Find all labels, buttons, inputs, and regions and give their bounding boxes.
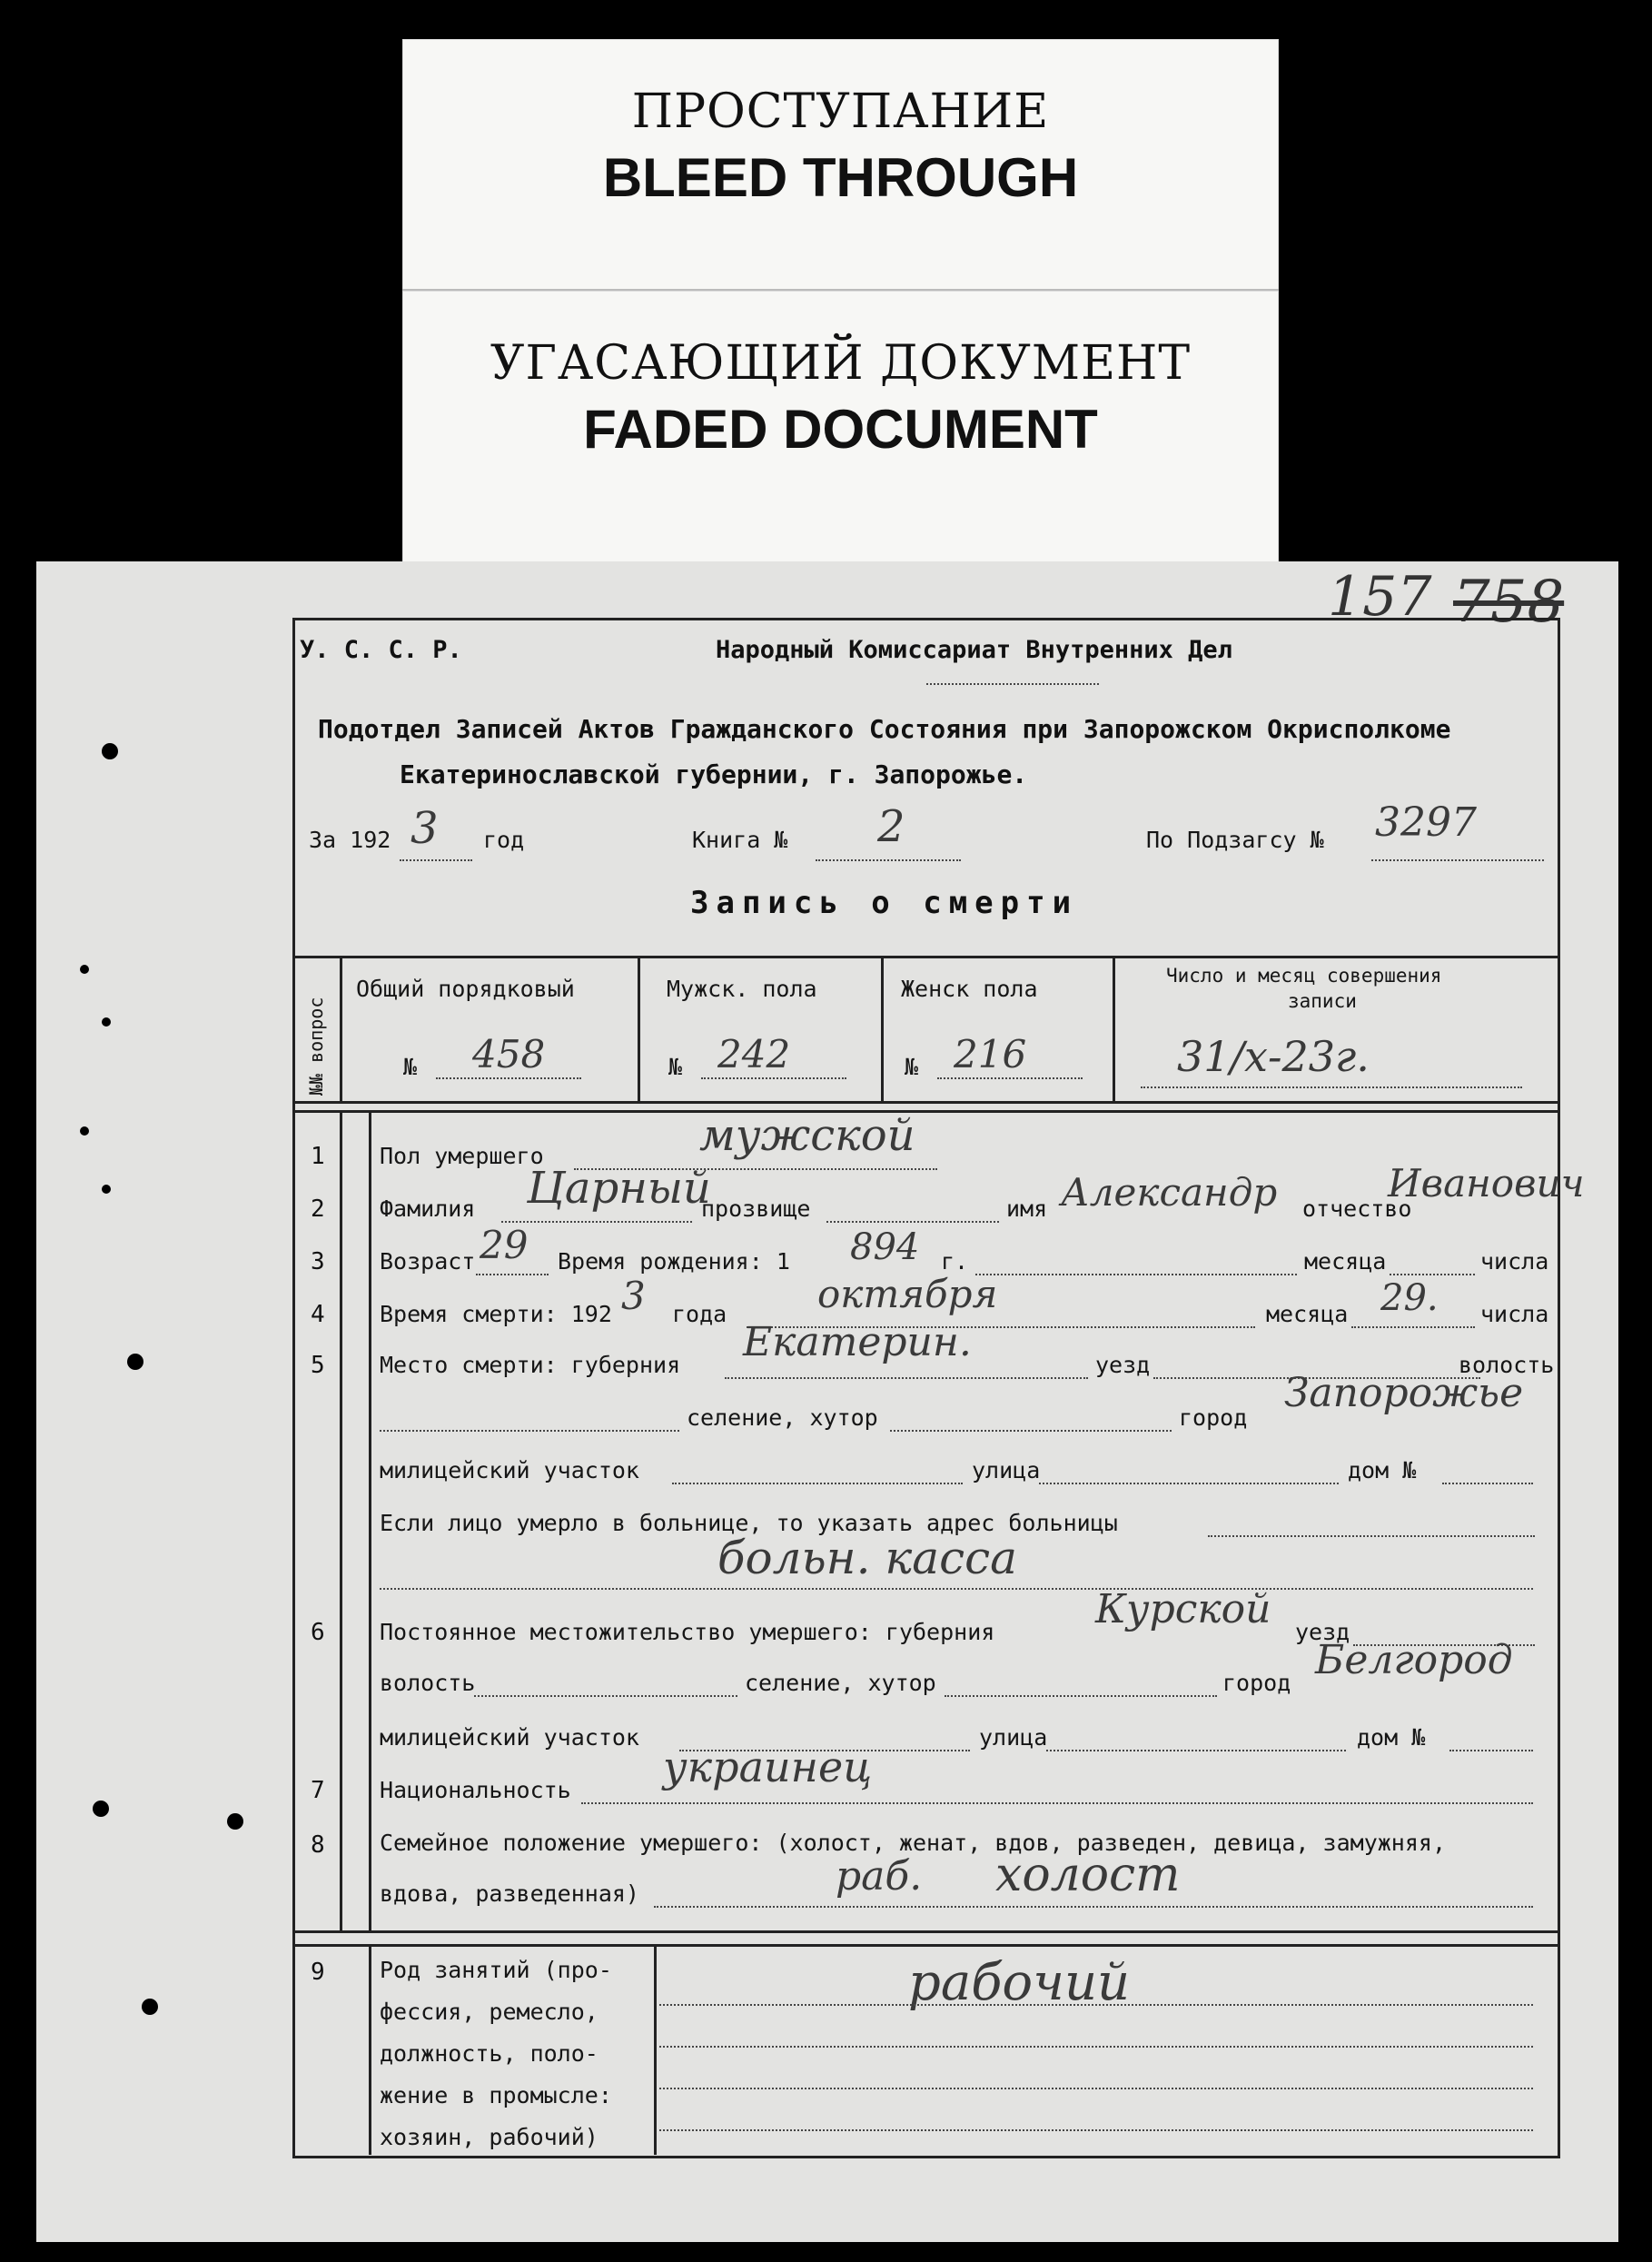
occupation-label-2: фессия, ремесло,: [380, 1999, 598, 2025]
birth-label: Время рождения: 1: [558, 1248, 790, 1275]
row-number-8: 8: [311, 1831, 325, 1859]
general-order-label: Общий порядковый: [356, 976, 575, 1002]
death-uezd-label: уезд: [1095, 1352, 1151, 1378]
punch-hole: [227, 1813, 243, 1830]
male-label: Мужск. пола: [667, 976, 817, 1002]
bleed-through-notice: [402, 39, 1279, 298]
old-sheet-number: 758: [1453, 569, 1565, 636]
death-time-label: Время смерти: 192: [380, 1301, 612, 1327]
residence-militia-label: милицейский участок: [380, 1724, 639, 1751]
female-no-sign: №: [905, 1054, 919, 1080]
hospital-value: больн. касса: [717, 1532, 1017, 1584]
female-label: Женск пола: [901, 976, 1038, 1002]
sex-value: мужской: [699, 1110, 915, 1161]
occupation-label-4: жение в промысле:: [380, 2082, 612, 2108]
residence-gub-value: Курской: [1095, 1586, 1271, 1632]
residence-city-value: Белгород: [1315, 1637, 1513, 1683]
row-number-4: 4: [311, 1301, 325, 1328]
patronymic-value: Иванович: [1388, 1161, 1585, 1205]
death-place-label: Место смерти: губерния: [380, 1352, 681, 1378]
nationality-label: Национальность: [380, 1777, 571, 1803]
occupation-label-3: должность, поло-: [380, 2040, 598, 2067]
row-number-1: 1: [311, 1143, 325, 1170]
death-place-gub: Екатерин.: [743, 1319, 972, 1365]
year-suffix: год: [483, 827, 525, 853]
death-militia-label: милицейский участок: [380, 1457, 639, 1483]
punch-hole: [102, 1185, 111, 1194]
punch-hole: [102, 1017, 111, 1027]
death-month-value: октября: [817, 1272, 998, 1316]
death-day-label: числа: [1480, 1301, 1549, 1327]
general-no-sign: №: [403, 1054, 418, 1080]
nationality-value: украинец: [663, 1742, 873, 1791]
occupation-label-1: Род занятий (про-: [380, 1957, 612, 1983]
row-number-3: 3: [311, 1248, 325, 1275]
death-city-label: город: [1179, 1404, 1248, 1431]
age-label: Возраст: [380, 1248, 476, 1275]
record-date-value: 31/х-23г.: [1177, 1032, 1370, 1081]
death-village-label: селение, хутор: [687, 1404, 878, 1431]
death-volost-label: волость: [1459, 1352, 1555, 1378]
residence-label: Постоянное местожительство умершего: губерния: [380, 1619, 995, 1645]
residence-street-label: улица: [979, 1724, 1048, 1751]
faded-document-notice: [402, 289, 1279, 563]
punch-hole: [80, 965, 89, 974]
marital-label-2: вдова, разведенная): [380, 1880, 639, 1907]
bleed-through-ru: ПРОСТУПАНИЕ: [631, 84, 1050, 139]
marital-value: холост: [995, 1848, 1181, 1902]
death-year-suffix: года: [672, 1301, 727, 1327]
marital-label: Семейное положение умершего: (холост, женат, вдов, разведен, девица, замужняя,: [380, 1830, 1446, 1856]
surname-value: Царный: [527, 1163, 711, 1214]
punch-hole: [142, 1999, 158, 2015]
general-order-value: 458: [472, 1032, 546, 1076]
death-year-value: 3: [621, 1274, 646, 1318]
occupation-label-5: хозяин, рабочий): [380, 2124, 598, 2150]
row-number-6: 6: [311, 1619, 325, 1646]
name-value: Александр: [1061, 1170, 1278, 1215]
year-label: За 192: [309, 827, 391, 853]
age-value: 29: [480, 1223, 529, 1267]
death-day-value: 29.: [1380, 1277, 1439, 1319]
subdept-number-value: 3297: [1375, 799, 1477, 846]
bleed-through-en: BLEED THROUGH: [602, 147, 1079, 208]
subdepartment-line-1: Подотдел Записей Актов Гражданского Состояния при Запорожском Окрисполкоме: [318, 714, 1451, 744]
death-house-label: дом №: [1348, 1457, 1417, 1483]
book-label: Книга №: [692, 827, 788, 853]
nickname-label: прозвище: [701, 1195, 811, 1222]
date-label-1: Число и месяц совершения: [1166, 965, 1442, 987]
faded-document-ru: УГАСАЮЩИЙ ДОКУМЕНТ: [490, 336, 1192, 391]
subdepartment-line-2: Екатеринославской губернии, г. Запорожье.: [400, 759, 1028, 789]
marital-value-note: раб.: [836, 1853, 923, 1900]
residence-uezd-label: уезд: [1295, 1619, 1350, 1645]
row-number-7: 7: [311, 1777, 325, 1804]
death-street-label: улица: [972, 1457, 1041, 1483]
republic-label: У. С. С. Р.: [300, 636, 462, 664]
occupation-value: рабочий: [908, 1953, 1131, 2012]
residence-house-label: дом №: [1357, 1724, 1426, 1751]
row-number-2: 2: [311, 1195, 325, 1223]
residence-volost-label: волость: [380, 1670, 476, 1696]
residence-city-label: город: [1222, 1670, 1291, 1696]
male-value: 242: [717, 1032, 791, 1076]
birth-suffix: г.: [941, 1248, 969, 1275]
death-month-label: месяца: [1266, 1301, 1349, 1327]
hospital-label: Если лицо умерло в больнице, то указать адрес больницы: [380, 1510, 1118, 1536]
vopros-column: [300, 972, 336, 1099]
book-value: 2: [877, 801, 905, 852]
record-title: Запись о смерти: [690, 885, 1079, 921]
punch-hole: [102, 743, 118, 759]
female-value: 216: [954, 1032, 1027, 1076]
death-city-value: Запорожье: [1284, 1370, 1524, 1416]
subdept-number-label: По Подзагсу №: [1146, 827, 1324, 853]
row-number-9: 9: [311, 1959, 325, 1986]
birth-month-label: месяца: [1304, 1248, 1387, 1275]
faded-document-en: FADED DOCUMENT: [583, 399, 1098, 460]
male-no-sign: №: [668, 1054, 683, 1080]
date-label-2: записи: [1288, 990, 1357, 1012]
residence-village-label: селение, хутор: [745, 1670, 936, 1696]
row-number-5: 5: [311, 1352, 325, 1379]
birth-day-label: числа: [1480, 1248, 1549, 1275]
sex-label: Пол умершего: [380, 1143, 544, 1169]
year-value: 3: [411, 803, 439, 854]
patronymic-label: отчество: [1302, 1195, 1412, 1222]
punch-hole: [80, 1126, 89, 1136]
punch-hole: [127, 1354, 143, 1370]
name-label: имя: [1006, 1195, 1048, 1222]
birth-value: 894: [850, 1226, 920, 1268]
vopros-label: №№ вопрос: [305, 997, 327, 1096]
sheet-number: 157: [1328, 565, 1432, 629]
punch-hole: [93, 1801, 109, 1817]
commissariat-label: Народный Комиссариат Внутренних Дел: [716, 636, 1232, 664]
surname-label: Фамилия: [380, 1195, 476, 1222]
